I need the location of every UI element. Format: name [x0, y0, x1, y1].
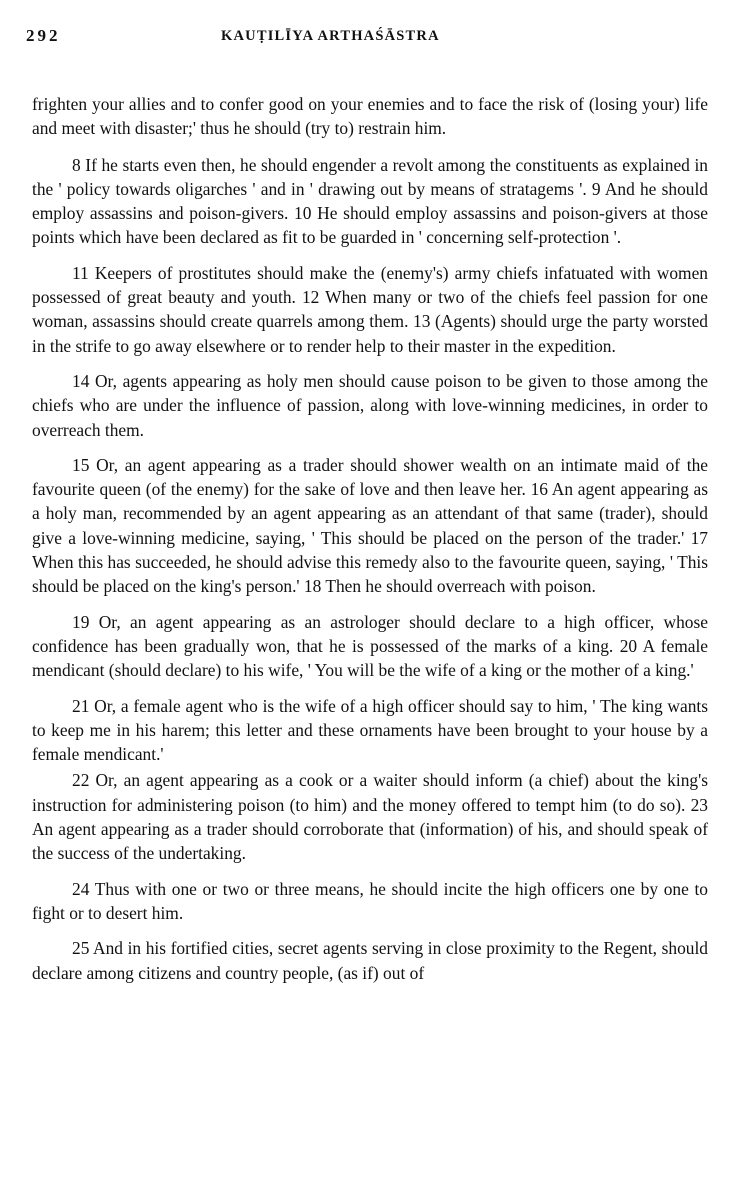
paragraph-19-20: 19 Or, an agent appearing as an astrologer should declare to a high officer, whose confidence has been gradually won, that he is possessed of the marks of a king. 20 A female mendicant (should declare) to his wife, ' You will be the wife of a king or the mother of a king.'	[32, 611, 708, 681]
paragraph-15-18: 15 Or, an agent appearing as a trader should shower wealth on an intimate maid of the favourite queen (of the enemy) for the sake of love and then leave her. 16 An agent appearing as a holy man, recommended by an agent appearing as an attendant of that same (trader), should give a love-winning medicine, saying, ' This should be placed on the person of the trader.' 17 When this has succeeded, he should advise this remedy also to the favourite queen, saying, ' This should be placed on the king's person.' 18 Then he should overreach with poison.	[32, 454, 708, 597]
paragraph-25: 25 And in his fortified cities, secret agents serving in close proximity to the Regent, should declare among citizens and country people, (as if) out of	[32, 938, 708, 983]
body-text	[32, 92, 708, 996]
paragraph-24: 24 Thus with one or two or three means, he should incite the high officers one by one to fight or to desert him.	[32, 878, 708, 923]
running-head	[26, 26, 708, 50]
page-number: 292	[26, 26, 61, 45]
book-title: KAUṬILĪYA ARTHAŚĀSTRA	[221, 28, 440, 44]
paragraph-21: 21 Or, a female agent who is the wife of a high officer should say to him, ' The king wants to keep me in his harem; this letter and these ornaments have been brought to your house by a female mendicant.'	[32, 695, 708, 765]
paragraph-continuation: frighten your allies and to confer good on your enemies and to face the risk of (losing your) life and meet with disaster;' thus he should (try to) restrain him.	[32, 94, 708, 139]
paragraph-22-23: 22 Or, an agent appearing as a cook or a waiter should inform (a chief) about the king's instruction for administering poison (to him) and the money offered to tempt him (to do so). 23 An agent appearing as a trader should corroborate that (information) of his, and should speak of the success of the undertaking.	[32, 770, 708, 864]
paragraph-11-13: 11 Keepers of prostitutes should make the (enemy's) army chiefs infatuated with women possessed of great beauty and youth. 12 When many or two of the chiefs feel passion for one woman, assassins should create quarrels among them. 13 (Agents) should urge the party worsted in the strife to go away elsewhere or to render help to their master in the expedition.	[32, 262, 708, 356]
paragraph-8-10: 8 If he starts even then, he should engender a revolt among the constituents as explained in the ' policy towards oligarches ' and in ' drawing out by means of stratagems '. 9 And he should employ assassins and poison-givers. 10 He should employ assassins and poison-givers at those points which have been declared as fit to be guarded in ' concerning self-protection '.	[32, 154, 708, 248]
paragraph-14: 14 Or, agents appearing as holy men should cause poison to be given to those among the chiefs who are under the influence of passion, along with love-winning medicines, in order to overreach them.	[32, 370, 708, 440]
